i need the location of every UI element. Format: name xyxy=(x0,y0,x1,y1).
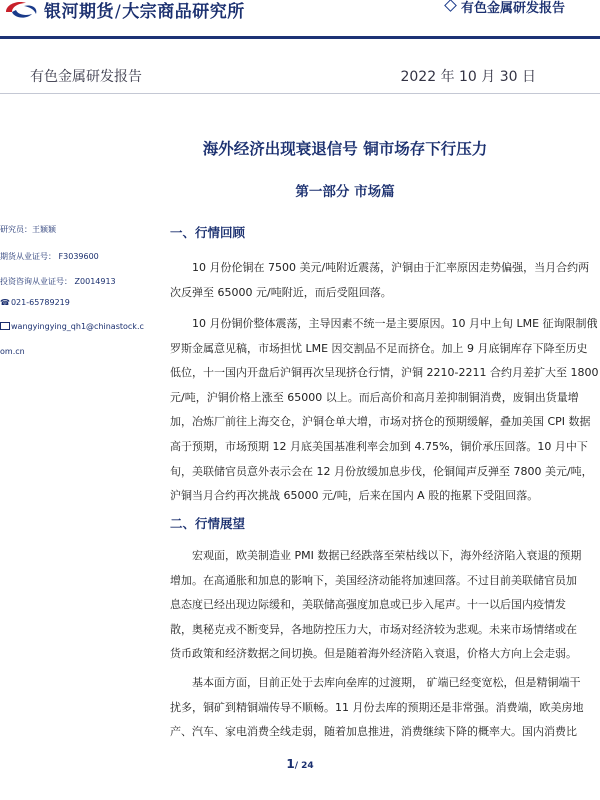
email-address-part2[interactable]: om.cn xyxy=(0,347,25,356)
section-heading-review: 一、行情回顾 xyxy=(170,225,246,240)
text-line: 货币政策和经济数据之间切换。但是随着海外经济陷入衰退，价格大方向上会走弱。 xyxy=(170,647,577,661)
paragraph xyxy=(170,671,586,745)
galaxy-futures-logo-icon xyxy=(2,0,42,20)
text-line: 高于预期，市场预期 12 月底美国基准利率会加到 4.75%，铜价承压回落。10 月中下 xyxy=(170,439,588,453)
division-name: 大宗商品研究所 xyxy=(122,2,245,22)
paragraph xyxy=(170,256,590,305)
top-header xyxy=(0,0,600,26)
text-line: 息态度已经出现边际缓和，美联储高强度加息或已步入尾声。十一以后国内疫情发 xyxy=(170,598,566,612)
report-category: 有色金属研发报告 xyxy=(30,69,142,85)
phone-number: 021-65789219 xyxy=(10,298,70,307)
text-line: 增加。在高通胀和加息的影响下，美国经济动能将加速回落。不过目前美联储官员加 xyxy=(170,573,577,587)
phone-line xyxy=(0,298,70,307)
text-line: 扰多，铜矿到精铜端传导不顺畅。11 月份去库的预期还是非常强。消费端，欧美房地 xyxy=(170,700,584,714)
text-line: 10 月份铜价整体震荡，主导因素不统一是主要原因。10 月中上旬 LME 征询限制俄 xyxy=(192,317,598,330)
page-number xyxy=(250,757,350,771)
email-address-part1[interactable]: wangyingying_qh1@chinastock.c xyxy=(11,322,144,331)
paragraph xyxy=(170,312,599,509)
researcher-name: 研究员：王颖颖 xyxy=(0,225,56,234)
report-title: 海外经济出现衰退信号 铜市场存下行压力 xyxy=(202,140,488,158)
text-line: 散，奥秘克戎不断变异，各地防控压力大，市场对经济较为悲观。未来市场情绪或在 xyxy=(170,622,577,636)
brand-title xyxy=(44,0,245,22)
text-line: 罗斯金属意见稿，市场担忧 LME 因交割品不足而挤仓。加上 9 月底铜库存下降至历史 xyxy=(170,341,588,355)
text-line: 基本面方面，目前正处于去库向垒库的过渡期， 矿端已经变宽松，但是精铜端干 xyxy=(192,676,581,689)
part-title: 第一部分 市场篇 xyxy=(295,184,395,200)
mail-icon xyxy=(0,322,10,330)
text-line: 旬，美联储官员意外表示会在 12 月份放缓加息步伐，伦铜闻声反弹至 7800 美元/吨， xyxy=(170,464,593,478)
futures-cert-number: 期货从业证号： F3039600 xyxy=(0,252,99,261)
text-line: 10 月份伦铜在 7500 美元/吨附近震荡，沪铜由于汇率原因走势偏强，当月合约两 xyxy=(192,261,590,274)
phone-icon: ☎ xyxy=(0,298,10,307)
section-heading-outlook: 二、行情展望 xyxy=(170,516,246,531)
text-line: 产、汽车、家电消费全线走弱，随着加息推进，消费继续下降的概率大。国内消费比 xyxy=(170,725,577,739)
header-rule xyxy=(0,36,600,39)
report-date: 2022 年 10 月 30 日 xyxy=(400,69,536,85)
text-line: 宏观面，欧美制造业 PMI 数据已经跌落至荣枯线以下，海外经济陷入衰退的预期 xyxy=(192,549,582,562)
diamond-icon xyxy=(444,0,457,12)
text-line: 元/吨，沪铜价格上涨至 65000 以上。而后高价和高月差抑制铜消费，废铜出货量增 xyxy=(170,390,579,404)
invest-cert-number: 投资咨询从业证号： Z0014913 xyxy=(0,277,116,286)
current-page: 1 xyxy=(286,757,295,771)
brand-separator: / xyxy=(115,2,122,22)
email-line[interactable] xyxy=(0,322,144,331)
text-line: 低位，十一国内开盘后沪铜再次呈现挤仓行情，沪铜 2210-2211 合约月差扩大至 1800 xyxy=(170,366,599,380)
brand-name: 银河期货 xyxy=(44,2,114,22)
subheader-rule xyxy=(0,93,600,94)
paragraph xyxy=(170,544,586,667)
text-line: 加，冶炼厂前往上海交仓，沪铜仓单大增，市场对挤仓的预期缓解，叠加美国 CPI 数据 xyxy=(170,415,591,429)
report-type-label: 有色金属研发报告 xyxy=(461,1,566,16)
total-pages: / 24 xyxy=(294,761,314,771)
text-line: 沪铜当月合约再次挑战 65000 元/吨，后来在国内 A 股的拖累下受阻回落。 xyxy=(170,489,539,503)
text-line: 次反弹至 65000 元/吨附近，而后受阻回落。 xyxy=(170,285,392,299)
